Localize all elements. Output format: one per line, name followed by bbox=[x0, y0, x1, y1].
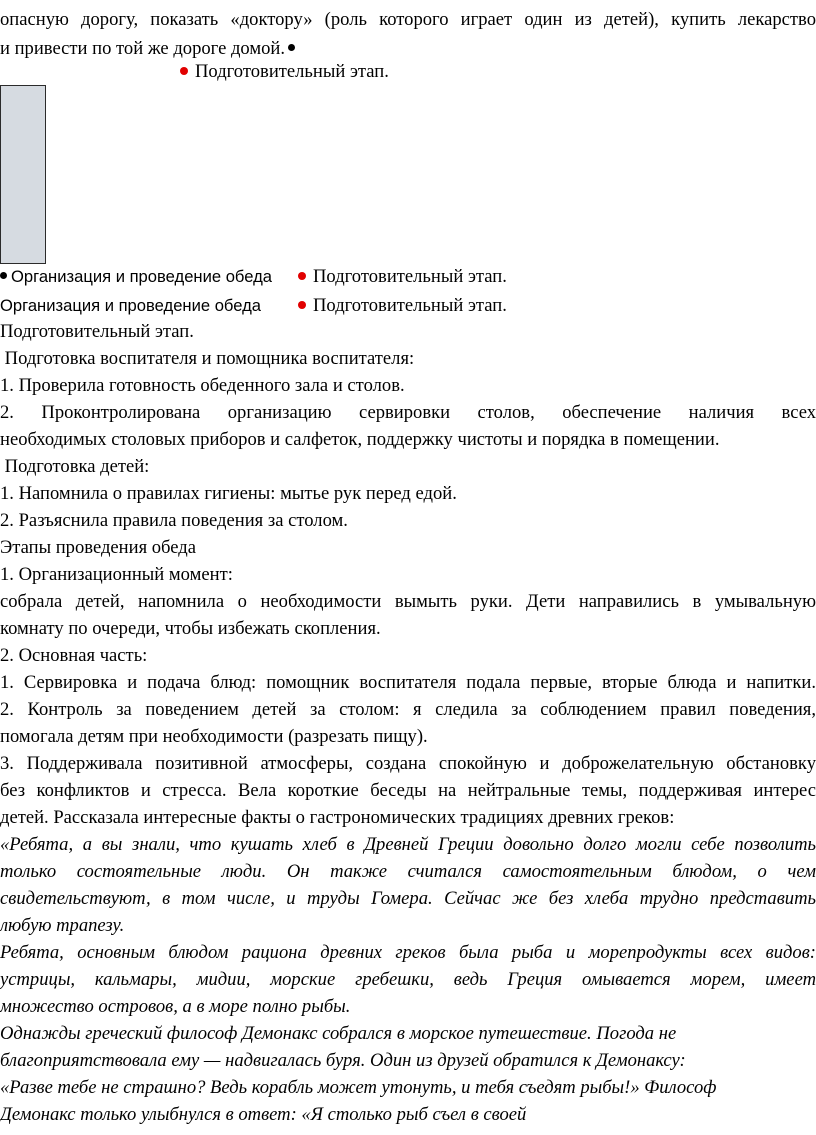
bullet-label: Подготовительный этап. bbox=[313, 266, 507, 287]
list-item bbox=[0, 263, 272, 290]
bullet-dot-icon bbox=[288, 44, 295, 51]
text-line: необходимых столовых приборов и салфеток, поддержку чистоты и порядка в помещении. bbox=[0, 429, 720, 450]
quote-line: множество островов, а в море полно рыбы. bbox=[0, 996, 351, 1017]
text-line: помогала детям при необходимости (разрезать пищу). bbox=[0, 726, 428, 747]
quote-line: благоприятствовала ему — надвигалась буря. Один из друзей обратился к Демонаксу: bbox=[0, 1050, 686, 1071]
text-line: 2. Контроль за поведением детей за столом: я следила за соблюдением правил поведения, bbox=[0, 699, 816, 720]
quote-line: Демонакс только улыбнулся в ответ: «Я столько рыб съел в своей bbox=[0, 1104, 527, 1125]
text-line: опасную дорогу, показать «доктору» (роль которого играет один из детей), купить лекарство bbox=[0, 9, 816, 30]
text-line: 1. Напомнила о правилах гигиены: мытье рук перед едой. bbox=[0, 483, 457, 504]
text-line: детей. Рассказала интересные факты о гастрономических традициях древних греков: bbox=[0, 807, 675, 828]
text-line: 1. Организационный момент: bbox=[0, 564, 233, 585]
list-item-label: Организация и проведение обеда bbox=[11, 267, 273, 286]
bullet-item bbox=[298, 263, 507, 290]
bullet-dot-icon bbox=[298, 301, 306, 309]
text-line: 3. Поддерживала позитивной атмосферы, создана спокойную и доброжелательную обстановку bbox=[0, 753, 816, 774]
section-heading: Этапы проведения обеда bbox=[0, 537, 196, 558]
quote-line: свидетельствуют, в том числе, и труды Гомера. Сейчас же без хлеба трудно представить bbox=[0, 888, 816, 909]
section-heading: Подготовительный этап. bbox=[0, 321, 194, 342]
text-line: комнату по очереди, чтобы избежать скопления. bbox=[0, 618, 381, 639]
bullet-dot-icon bbox=[180, 67, 188, 75]
quote-line: Ребята, основным блюдом рациона древних греков была рыба и морепродукты всех видов: bbox=[0, 942, 816, 963]
subheading: Подготовка воспитателя и помощника воспитателя: bbox=[0, 348, 415, 369]
text-line: без конфликтов и стресса. Вела короткие беседы на нейтральные темы, поддерживая интерес bbox=[0, 780, 816, 801]
quote-line: Однажды греческий философ Демонакс собрался в морское путешествие. Погода не bbox=[0, 1023, 677, 1044]
subheading: Подготовка детей: bbox=[0, 456, 150, 477]
text-line: 2. Разъяснила правила поведения за столом. bbox=[0, 510, 348, 531]
text-line: собрала детей, напомнила о необходимости вымыть руки. Дети направились в умывальную bbox=[0, 591, 816, 612]
quote-line: только состоятельные люди. Он также считался самостоятельным блюдом, о чем bbox=[0, 861, 816, 882]
quote-line: устрицы, кальмары, мидии, морские гребешки, ведь Греция омывается морем, имеет bbox=[0, 969, 816, 990]
bullet-dot-icon bbox=[298, 272, 306, 280]
text-span: и привести по той же дороге домой. bbox=[0, 38, 286, 59]
text-line: 1. Проверила готовность обеденного зала и столов. bbox=[0, 375, 405, 396]
bullet-label: Подготовительный этап. bbox=[313, 295, 507, 316]
quote-line: «Разве тебе не страшно? Ведь корабль может утонуть, и тебя съедят рыбы!» Философ bbox=[0, 1077, 717, 1098]
bullet-item bbox=[298, 292, 507, 319]
list-item-label: Организация и проведение обеда bbox=[0, 296, 262, 315]
bullet-dot-icon bbox=[0, 272, 7, 279]
bullet-item bbox=[180, 58, 389, 85]
bullet-label: Подготовительный этап. bbox=[195, 61, 389, 82]
quote-line: любую трапезу. bbox=[0, 915, 125, 936]
text-line: 1. Сервировка и подача блюд: помощник воспитателя подала первые, вторые блюда и напитки. bbox=[0, 672, 816, 693]
text-line: 2. Проконтролирована организацию сервировки столов, обеспечение наличия всех bbox=[0, 402, 816, 423]
text-line bbox=[0, 35, 816, 62]
image-placeholder bbox=[0, 85, 46, 264]
text-line: 2. Основная часть: bbox=[0, 645, 148, 666]
quote-line: «Ребята, а вы знали, что кушать хлеб в Древней Греции довольно долго могли себе позволить bbox=[0, 834, 816, 855]
